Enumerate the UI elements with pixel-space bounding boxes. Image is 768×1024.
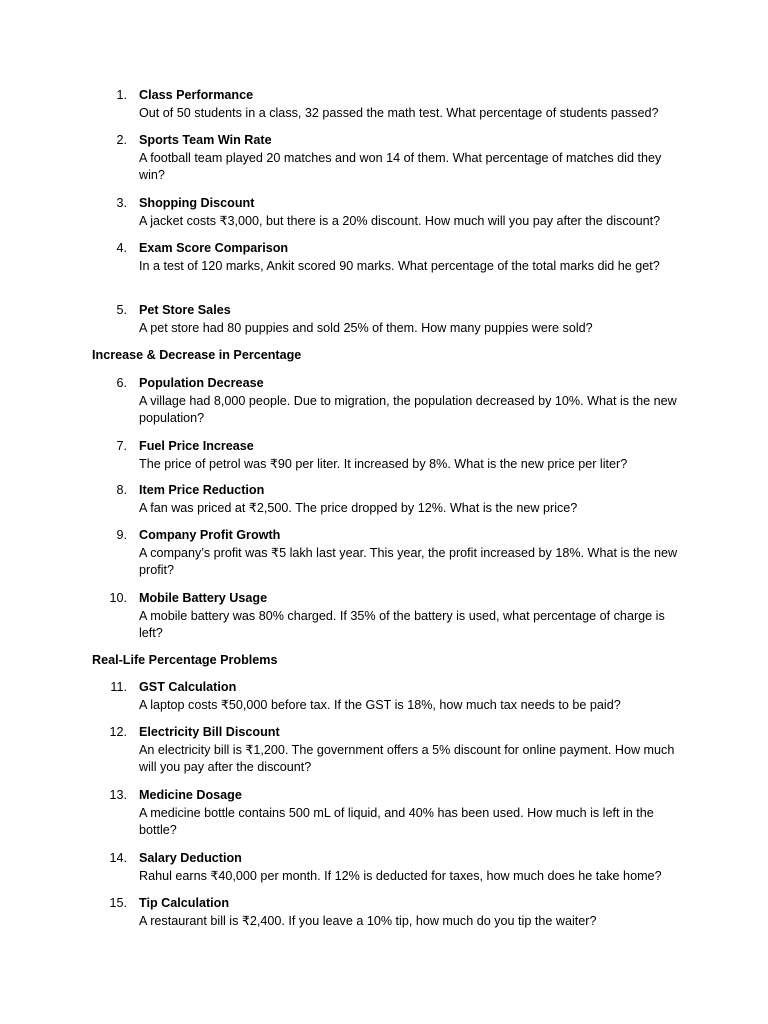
problem-title: Class Performance (139, 88, 254, 102)
problem-title: Population Decrease (139, 376, 264, 390)
problem-number: 14. (109, 851, 127, 865)
problem-text: A laptop costs ₹50,000 before tax. If the GST is 18%, how much tax needs to be paid? (139, 697, 621, 712)
problem-title: Salary Deduction (139, 851, 242, 865)
problem-text: In a test of 120 marks, Ankit scored 90 marks. What percentage of the total marks did he get? (139, 258, 660, 273)
problem-title: Exam Score Comparison (139, 241, 289, 255)
problem-number: 6. (116, 376, 127, 390)
section-heading-real-life: Real-Life Percentage Problems (92, 653, 278, 667)
problem-text: The price of petrol was ₹90 per liter. It increased by 8%. What is the new price per liter? (139, 456, 628, 471)
problem-title: Shopping Discount (139, 196, 255, 210)
problem-title: Mobile Battery Usage (139, 591, 268, 605)
problem-text: An electricity bill is ₹1,200. The government offers a 5% discount for online payment. How much will you pay after the discount? (139, 742, 675, 775)
problem-title: GST Calculation (139, 680, 237, 694)
problem-title: Tip Calculation (139, 896, 230, 910)
problem-title: Company Profit Growth (139, 528, 281, 542)
problem-title: Pet Store Sales (139, 303, 231, 317)
problem-number: 8. (116, 483, 127, 497)
problem-number: 4. (116, 241, 127, 255)
problem-text: A jacket costs ₹3,000, but there is a 20% discount. How much will you pay after the discount? (139, 213, 661, 228)
problem-title: Item Price Reduction (139, 483, 265, 497)
problem-text: A medicine bottle contains 500 mL of liquid, and 40% has been used. How much is left in the bottle? (139, 805, 654, 838)
problem-number: 12. (109, 725, 127, 739)
problem-number: 10. (109, 591, 127, 605)
problem-text: Rahul earns ₹40,000 per month. If 12% is deducted for taxes, how much does he take home? (139, 868, 662, 883)
problem-number: 5. (116, 303, 127, 317)
problem-text: A restaurant bill is ₹2,400. If you leave a 10% tip, how much do you tip the waiter? (139, 913, 597, 928)
problem-number: 3. (116, 196, 127, 210)
problem-text: A mobile battery was 80% charged. If 35% of the battery is used, what percentage of charge is left? (139, 608, 665, 641)
problem-number: 11. (110, 680, 127, 694)
problem-text: A pet store had 80 puppies and sold 25% of them. How many puppies were sold? (139, 320, 593, 335)
problem-title: Electricity Bill Discount (139, 725, 280, 739)
section-heading-increase-decrease: Increase & Decrease in Percentage (92, 348, 302, 362)
problem-title: Medicine Dosage (139, 788, 242, 802)
problem-number: 9. (116, 528, 127, 542)
problem-text: A village had 8,000 people. Due to migration, the population decreased by 10%. What is the new population? (139, 393, 677, 426)
problem-text: A company’s profit was ₹5 lakh last year. This year, the profit increased by 18%. What is the new profit? (139, 545, 678, 578)
problem-text: A football team played 20 matches and won 14 of them. What percentage of matches did they win? (139, 150, 662, 183)
problem-text: A fan was priced at ₹2,500. The price dropped by 12%. What is the new price? (139, 500, 578, 515)
problem-title: Sports Team Win Rate (139, 133, 272, 147)
problem-title: Fuel Price Increase (139, 439, 254, 453)
problem-number: 13. (109, 788, 127, 802)
problem-number: 1. (116, 88, 127, 102)
problem-number: 2. (116, 133, 127, 147)
problem-number: 15. (109, 896, 127, 910)
problem-text: Out of 50 students in a class, 32 passed the math test. What percentage of students passed? (139, 105, 659, 120)
problem-number: 7. (116, 439, 127, 453)
